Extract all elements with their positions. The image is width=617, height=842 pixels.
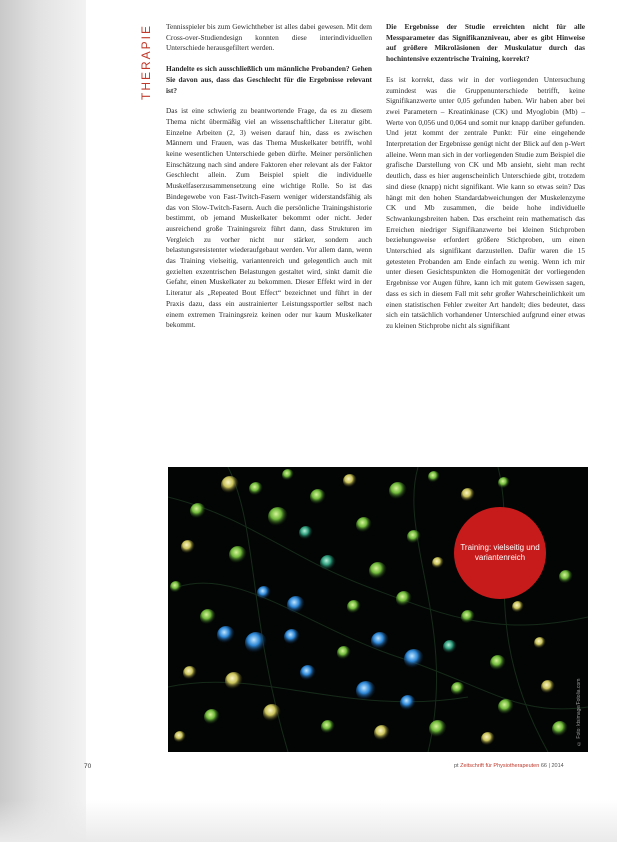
cell-nucleus <box>356 681 376 701</box>
page-number: 70 <box>84 763 92 770</box>
cell-nucleus <box>200 609 216 625</box>
cell-nucleus <box>321 720 335 734</box>
right-paragraph-1: Es ist korrekt, dass wir in der vorliegenden Untersuchung zumindest was die Gruppenunterschiede betrifft, keine Signifikanzwerte unter 0,05 gefunden haben. Wir haben aber bei zwei Parametern – Kreatinkinase (CK) und Myoglobin (Mb) – Werte von 0,056 und 0,064 und somit nur knapp darüber gefunden. Und jetzt kommt der zentrale Punkt: Für eine eingehende Interpretation der Ergebnisse genügt nicht der Blick auf den p-Wert alleine. Wenn man sich in der vorliegenden Studie zum Beispiel die grafische Darstellung von CK und Mb ansieht, sieht man recht deutlich, dass es hier augenscheinlich Unterschiede gibt, trotzdem sind diese (knapp) nicht signifikant. Wie kann so etwas sein? Das hängt mit den hohen Standardabweichungen der Muskelenzyme CK und Mb zusammen, die beide hohe individuelle Schwankungsbreiten haben. Das erscheint rein mathematisch das Erreichen niedriger Signifikanzwerte bei kleinen Stichproben beziehungsweise erfordert größere Stichproben, um einen Unterschied als signifikant darzustellen. Dafür waren die 15 getesteten Probanden am Ende einfach zu wenig. Wenn ich mir unter diesen Gesichtspunkten die Homogenität der vorliegenden Ergebnisse vor Augen führe, kann ich mit gutem Gewissen sagen, dass es sich in diesem Fall mit sehr großer Wahrscheinlichkeit um einen statistischen Fehler zweiter Art handelt; dies bedeutet, dass sich ein tatsächlich vorhandener Unterschied aufgrund einer etwas zu kleinen Stichprobe nicht als signifikant <box>386 74 585 330</box>
cell-nucleus <box>432 557 444 569</box>
cell-nucleus <box>257 586 271 600</box>
cell-nucleus <box>249 482 263 496</box>
photo-artwork <box>168 467 588 752</box>
cell-nucleus <box>374 725 390 741</box>
cell-nucleus <box>498 699 514 715</box>
cell-nucleus <box>337 646 351 660</box>
cell-nucleus <box>404 649 424 669</box>
right-text-column <box>386 22 585 342</box>
cell-nucleus <box>490 655 506 671</box>
left-text-column <box>166 22 372 341</box>
cell-nucleus <box>284 629 300 645</box>
cell-nucleus <box>217 626 235 644</box>
left-paragraph-1: Tennisspieler bis zum Gewichtheber ist alles dabei gewesen. Mit dem Cross-over-Studiendesign konnten diese interindividuellen Unterschiede herausgefiltert werden. <box>166 22 372 53</box>
cell-nucleus <box>282 469 294 481</box>
cell-nucleus <box>461 488 475 502</box>
cell-nucleus <box>287 596 305 614</box>
cell-nucleus <box>371 632 389 650</box>
cell-nucleus <box>443 640 457 654</box>
cell-nucleus <box>356 517 372 533</box>
cell-nucleus <box>221 476 239 494</box>
cell-nucleus <box>190 503 206 519</box>
cell-nucleus <box>407 530 421 544</box>
running-head: THERAPIE <box>139 23 153 100</box>
cell-nucleus <box>428 471 440 483</box>
cell-nucleus <box>389 482 407 500</box>
interview-question-2: Die Ergebnisse der Studie erreichten nicht für alle Messparameter das Signifikanzniveau, aber es gibt Hinweise auf größere Mikroläsionen der Muskulatur durch das hochintensive exzentrische Training, korrekt? <box>386 22 585 64</box>
cell-nucleus <box>429 720 447 738</box>
cell-nucleus <box>170 581 182 593</box>
cell-nucleus <box>310 489 326 505</box>
cell-nucleus <box>204 709 220 725</box>
cell-nucleus <box>183 666 197 680</box>
cell-nucleus <box>229 546 247 564</box>
cell-nucleus <box>225 672 243 690</box>
cell-nucleus <box>300 665 316 681</box>
left-paragraph-2: Das ist eine schwierig zu beantwortende Frage, da es zu diesem Thema nicht übermäßig viel an wissenschaftlicher Literatur gibt. Einzelne Arbeiten (2, 3) weisen darauf hin, dass es zwischen Männern und Frauen, was das Thema Muskelkater betrifft, wohl keine wesentlichen Unterschiede geben dürfte. Meiner persönlichen Einschätzung nach sind andere Faktoren eher relevant als der Faktor Geschlecht allein. Zum Beispiel spielt die individuelle Muskelfaserzusammensetzung eine wichtige Rolle. So ist das Bindegewebe von Fast-Twitch-Fasern weniger widerstandsfähig als das von Slow-Twitch-Fasern. Auch die persönliche Trainingshistorie bestimmt, ob jemand Muskelkater bekommt oder nicht. Jeder ausreichend große Trainingsreiz führt dann, dass Strukturen im Vergleich zu vorher nicht nur stärker, sondern auch belastungsresistenter wiederaufgebaut werden. Vor allem dann, wenn das Training vielseitig, variantenreich und gelegentlich auch mit gezielten exzentrischen Belastungen gestaltet wird, sinkt damit die Gefahr, einen Muskelkater zu bekommen. Dieser Effekt wird in der Literatur als „Repeated Bout Effect“ bezeichnet und führt in der Praxis dazu, dass ein austrainierter Leistungssportler selbst nach einem extremen Trainingsreiz keinen oder nur kaum Muskelkater bekommt. <box>166 106 372 330</box>
cell-nucleus <box>451 682 465 696</box>
callout-text: Training: vielseitig und variantenreich <box>460 543 540 562</box>
cell-nucleus <box>541 680 555 694</box>
cell-nucleus <box>181 540 195 554</box>
callout-circle <box>454 507 546 599</box>
footer-prefix: pt <box>454 763 459 769</box>
footer-issue: 66 | 2014 <box>540 763 564 769</box>
footer-journal-name: Zeitschrift für Physiotherapeuten <box>460 763 540 769</box>
cell-nucleus <box>559 570 573 584</box>
cell-nucleus <box>396 591 412 607</box>
cell-nucleus <box>512 601 524 613</box>
cell-nucleus <box>481 732 495 746</box>
scan-margin-shadow <box>0 0 86 842</box>
cell-nucleus <box>174 731 186 743</box>
cell-nucleus <box>369 562 387 580</box>
scan-bottom-shadow <box>0 800 617 842</box>
cell-nucleus <box>347 600 361 614</box>
interview-question-1: Handelte es sich ausschließlich um männliche Probanden? Gehen Sie davon aus, dass das Geschlecht für die Ergebnisse relevant ist? <box>166 64 372 95</box>
cell-nucleus <box>552 721 568 737</box>
photo-credit: © Foto: ktsimage/Fotolia.com <box>576 678 582 746</box>
cell-nucleus <box>534 637 546 649</box>
cell-nucleus <box>299 526 313 540</box>
cell-nucleus <box>320 555 336 571</box>
cell-nucleus <box>498 477 510 489</box>
cell-nucleus <box>343 474 357 488</box>
cell-nucleus <box>461 610 475 624</box>
cell-nucleus <box>400 695 416 711</box>
muscle-fiber-photo <box>168 467 588 752</box>
cell-nucleus <box>245 632 267 654</box>
journal-footer <box>454 763 594 769</box>
cell-nucleus <box>263 704 281 722</box>
cell-nucleus <box>268 507 288 527</box>
